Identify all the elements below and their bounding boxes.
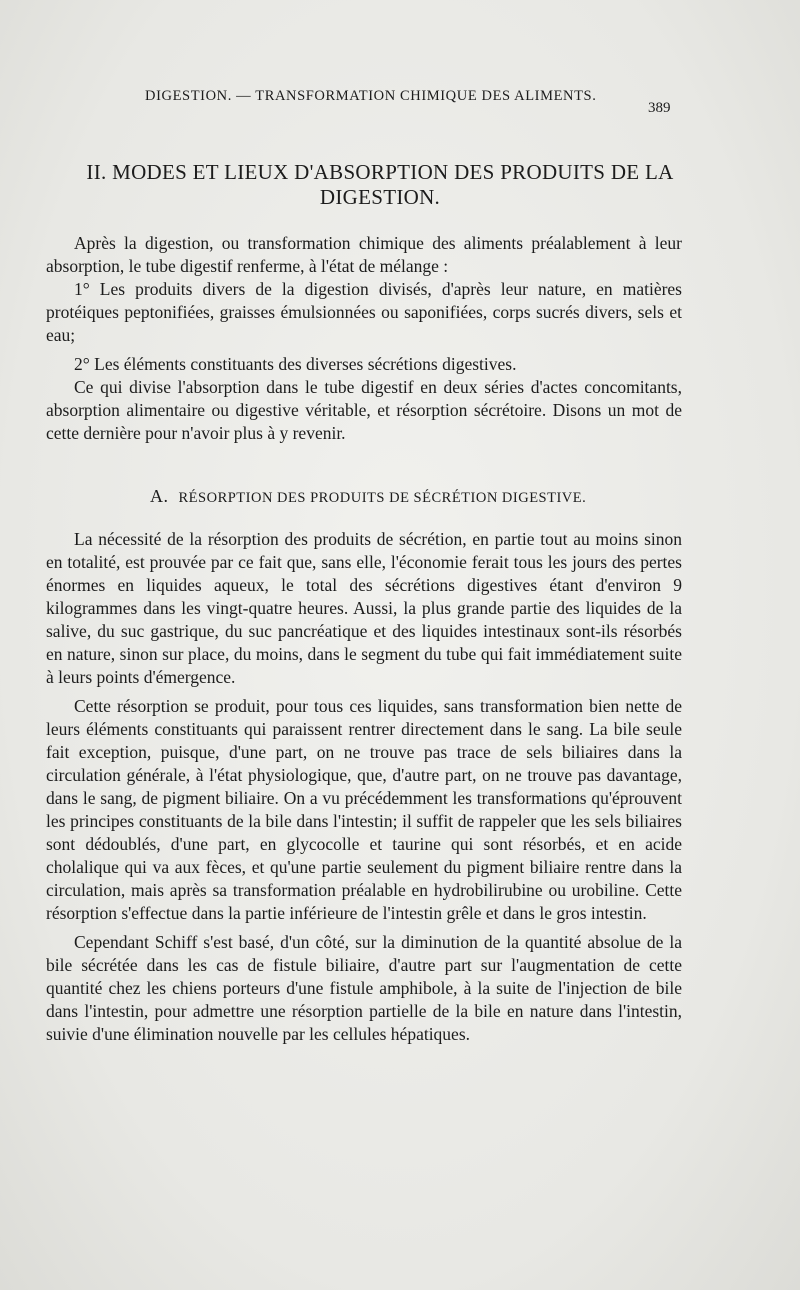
paragraph: La nécessité de la résorption des produits de sécrétion, en partie tout au moins sinon en totalité, est prouvée par ce fait que, sans elle, l'économie ferait tous les jours des pertes énormes en liquides aqueux, le total des sécrétions digestives étant d'environ 9 kilogrammes dans les vingt-quatre heures. Aussi, la plus grande partie des liquides de la salive, du suc gastrique, du suc pancréatique et des liquides intestinaux sont-ils résorbés en nature, sinon sur place, du moins, dans le segment du tube qui fait immédiatement suite à leurs points d'émergence. xyxy=(46,529,682,687)
paragraph: Ce qui divise l'absorption dans le tube digestif en deux séries d'actes concomitants, absorption alimentaire ou digestive véritable, et résorption sécrétoire. Disons un mot de cette dernière pour n'avoir plus à y revenir. xyxy=(46,377,682,443)
subsection-body xyxy=(46,528,682,1046)
paragraph: Cette résorption se produit, pour tous ces liquides, sans transformation bien nette de leurs éléments constituants qui paraissent rentrer directement dans le sang. La bile seule fait exception, puisque, d'une part, on ne trouve pas trace de sels biliaires dans la circulation générale, à l'état physiologique, que, d'autre part, on ne trouve pas davantage, dans le sang, de pigment biliaire. On a vu précédemment les transformations qu'éprouvent les principes constituants de la bile dans l'intestin; il suffit de rappeler que les sels biliaires sont dédoublés, d'une part, en glycocolle et taurine qui sont résorbés, et en acide cholalique qui va aux fèces, et qu'une partie seulement du pigment biliaire rentre dans la circulation, mais après sa transformation préalable en hydrobilirubine ou urobiline. Cette résorption s'effectue dans la partie inférieure de l'intestin grêle et dans le gros intestin. xyxy=(46,696,682,923)
subsection-heading xyxy=(150,486,620,507)
list-item: 1° Les produits divers de la digestion divisés, d'après leur nature, en matières protéiques peptonifiées, graisses émulsionnées ou saponifiées, corps sucrés divers, sels et eau; xyxy=(46,279,682,345)
page-number: 389 xyxy=(648,100,671,116)
section-title: II. MODES ET LIEUX D'ABSORPTION DES PRODUITS DE LA DIGESTION. xyxy=(86,160,674,209)
subsection-title: RÉSORPTION DES PRODUITS DE SÉCRÉTION DIGESTIVE. xyxy=(178,490,587,506)
section-body xyxy=(46,232,682,445)
running-head: DIGESTION. — TRANSFORMATION CHIMIQUE DES ALIMENTS. xyxy=(145,88,597,104)
list-item: 2° Les éléments constituants des diverses sécrétions digestives. xyxy=(74,354,517,374)
paragraph: Après la digestion, ou transformation chimique des aliments préalablement à leur absorption, le tube digestif renferme, à l'état de mélange : xyxy=(46,233,682,276)
subsection-letter: A. xyxy=(150,486,169,506)
paragraph: Cependant Schiff s'est basé, d'un côté, sur la diminution de la quantité absolue de la bile sécrétée dans les cas de fistule biliaire, d'autre part sur l'augmentation de cette quantité chez les chiens porteurs d'une fistule amphibole, à la suite de l'injection de bile dans l'intestin, pour admettre une résorption partielle de la bile en nature dans l'intestin, suivie d'une élimination nouvelle par les cellules hépatiques. xyxy=(46,932,682,1044)
